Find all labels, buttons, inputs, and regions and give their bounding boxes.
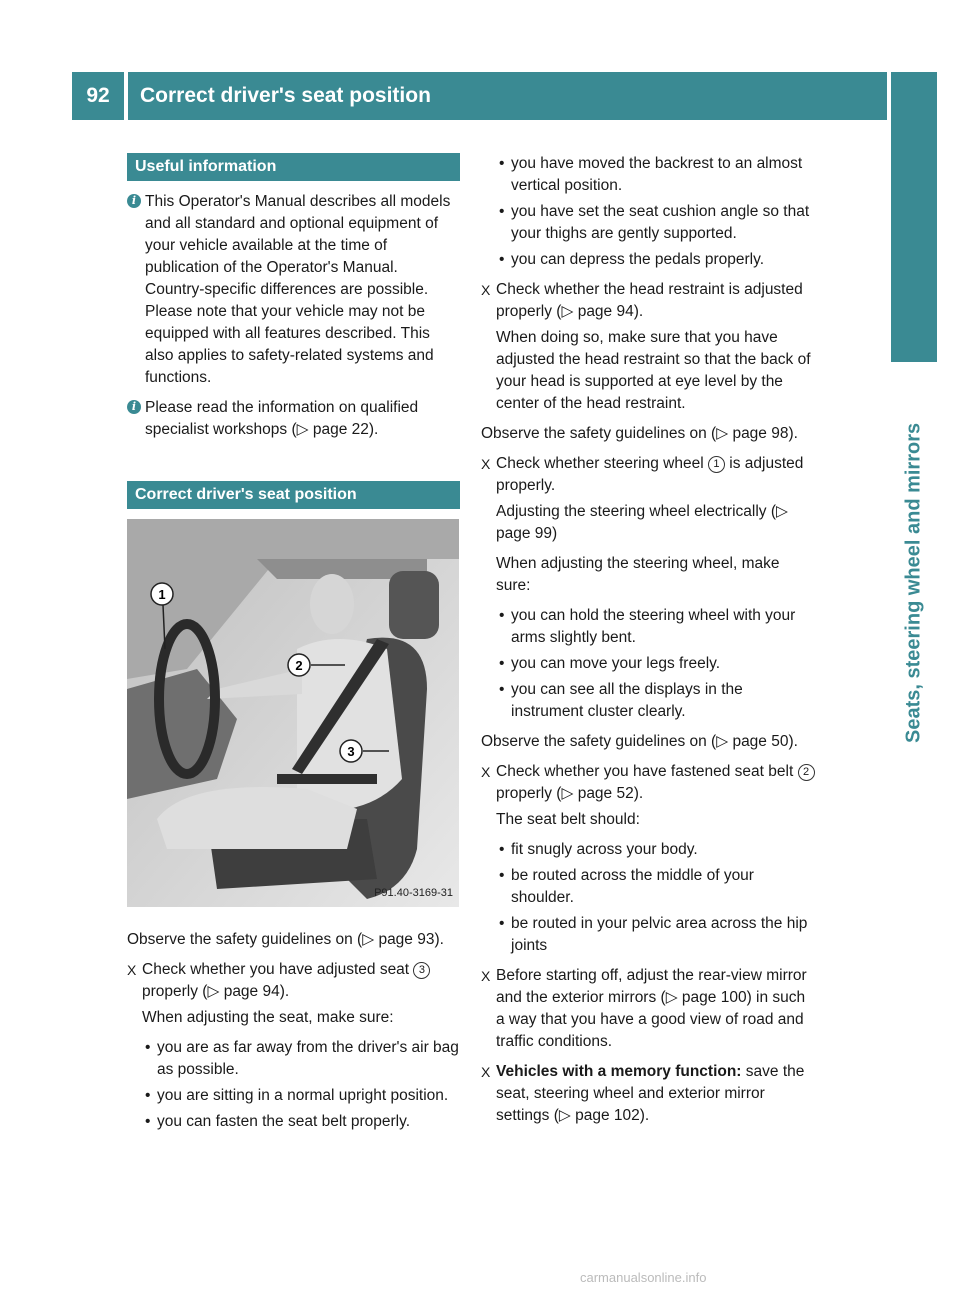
driver-seat-figure — [127, 519, 459, 907]
list-item — [481, 605, 816, 649]
step-subtext: When adjusting the steering wheel, make sure: — [496, 555, 780, 594]
list-item — [481, 679, 816, 723]
bullet-dot: • — [499, 155, 505, 172]
side-tab-block — [891, 72, 937, 362]
info-note-text: This Operator's Manual describes all models and all standard and optional equipment of your vehicle available at the time of publication of the Operator's Manual. Country-specific differences are possible. Please note that your vehicle may not be equipped with all features described. This also applies to safety-related systems and functions. — [145, 193, 451, 386]
list-item — [481, 653, 816, 675]
list-item-text: you are sitting in a normal upright position. — [157, 1087, 449, 1104]
info-icon: i — [127, 400, 141, 414]
step-text: save the seat, steering wheel and exterior mirror settings (▷ page 102). — [496, 1063, 805, 1124]
step-text: properly (▷ page 94). — [142, 983, 290, 1000]
callout-ref-2: 2 — [798, 764, 815, 781]
instruction-step — [127, 959, 460, 1003]
instruction-step — [481, 453, 816, 497]
useful-info-heading: Useful information — [127, 153, 460, 181]
list-item-text: you can see all the displays in the instrument cluster clearly. — [511, 681, 743, 720]
step-text: Check whether you have fastened seat belt — [496, 763, 794, 780]
step-x-icon: X — [481, 968, 491, 984]
list-item-text: be routed in your pelvic area across the hip joints — [511, 915, 808, 954]
side-tab-label-wrap — [891, 366, 937, 766]
instruction-step — [481, 1061, 816, 1127]
list-item — [127, 1037, 460, 1081]
bullet-dot: • — [499, 867, 505, 884]
list-item-text: you have moved the backrest to an almost vertical position. — [511, 155, 803, 194]
list-item — [481, 201, 816, 245]
footer-watermark: carmanualsonline.info — [580, 1270, 707, 1285]
driver-seat-illustration — [127, 519, 459, 907]
step-x-icon: X — [127, 962, 137, 978]
bullet-dot: • — [145, 1039, 151, 1056]
left-column — [127, 153, 460, 1137]
info-note — [127, 397, 460, 441]
step-subtext: When doing so, make sure that you have adjusted the head restraint so that the back of your head is supported at eye level by the center of the head restraint. — [496, 329, 811, 412]
list-item-text: you have set the seat cushion angle so that your thighs are gently supported. — [511, 203, 810, 242]
safety-guideline-text: Observe the safety guidelines on (▷ page 50). — [481, 733, 798, 750]
step-x-icon: X — [481, 1064, 491, 1080]
list-item-text: you can depress the pedals properly. — [511, 251, 765, 268]
driver-head — [310, 574, 354, 634]
callout-ref-3: 3 — [413, 962, 430, 979]
bullet-dot: • — [499, 607, 505, 624]
list-item — [127, 1085, 460, 1107]
list-item-text: you can fasten the seat belt properly. — [157, 1113, 411, 1130]
bullet-dot: • — [499, 655, 505, 672]
list-item-text: be routed across the middle of your shoulder. — [511, 867, 754, 906]
step-subtext: When adjusting the seat, make sure: — [142, 1009, 394, 1026]
list-item — [481, 839, 816, 861]
step-text: Check whether the head restraint is adjusted properly (▷ page 94). — [496, 281, 803, 320]
instruction-step — [481, 761, 816, 805]
instruction-step — [481, 965, 816, 1053]
safety-guideline-text: Observe the safety guidelines on (▷ page 98). — [481, 425, 798, 442]
figure-code: P91.40-3169-31 — [374, 887, 453, 899]
list-item-text: you are as far away from the driver's air bag as possible. — [157, 1039, 459, 1078]
step-subtext: The seat belt should: — [496, 811, 640, 828]
step-text: Check whether you have adjusted seat — [142, 961, 410, 978]
seat-belt-lap — [277, 774, 377, 784]
bullet-dot: • — [145, 1087, 151, 1104]
callout-ref-1: 1 — [708, 456, 725, 473]
list-item — [481, 249, 816, 271]
step-x-icon: X — [481, 282, 491, 298]
step-x-icon: X — [481, 764, 491, 780]
safety-guideline-text: Observe the safety guidelines on (▷ page 93). — [127, 931, 444, 948]
bullet-dot: • — [499, 915, 505, 932]
side-tab-label: Seats, steering wheel and mirrors — [902, 422, 925, 743]
seat-position-heading: Correct driver's seat position — [127, 481, 460, 509]
step-text: properly (▷ page 52). — [496, 785, 644, 802]
page-number: 92 — [72, 72, 124, 120]
list-item — [481, 153, 816, 197]
callout-2: 2 — [295, 658, 303, 673]
info-note — [127, 191, 460, 389]
step-text: Check whether steering wheel — [496, 455, 704, 472]
right-column — [481, 153, 816, 1131]
list-item — [481, 865, 816, 909]
page-title: Correct driver's seat position — [128, 72, 887, 120]
step-subtext: Adjusting the steering wheel electrically (▷ page 99) — [496, 503, 788, 542]
step-x-icon: X — [481, 456, 491, 472]
bullet-dot: • — [499, 203, 505, 220]
bullet-dot: • — [499, 681, 505, 698]
info-icon: i — [127, 194, 141, 208]
step-text: Before starting off, adjust the rear-view mirror and the exterior mirrors (▷ page 100) in such a way that you have a good view of road and traffic conditions. — [496, 967, 807, 1050]
list-item — [127, 1111, 460, 1133]
callout-3: 3 — [347, 744, 355, 759]
info-note-text: Please read the information on qualified specialist workshops (▷ page 22). — [145, 399, 419, 438]
list-item-text: you can move your legs freely. — [511, 655, 721, 672]
step-text-bold: Vehicles with a memory function: — [496, 1063, 742, 1080]
list-item-text: you can hold the steering wheel with your arms slightly bent. — [511, 607, 796, 646]
bullet-dot: • — [145, 1113, 151, 1130]
bullet-dot: • — [499, 841, 505, 858]
list-item — [481, 913, 816, 957]
callout-1: 1 — [158, 587, 166, 602]
head-restraint — [389, 571, 439, 639]
list-item-text: fit snugly across your body. — [511, 841, 698, 858]
bullet-dot: • — [499, 251, 505, 268]
instruction-step — [481, 279, 816, 323]
step-text: is adjusted properly. — [496, 455, 804, 494]
